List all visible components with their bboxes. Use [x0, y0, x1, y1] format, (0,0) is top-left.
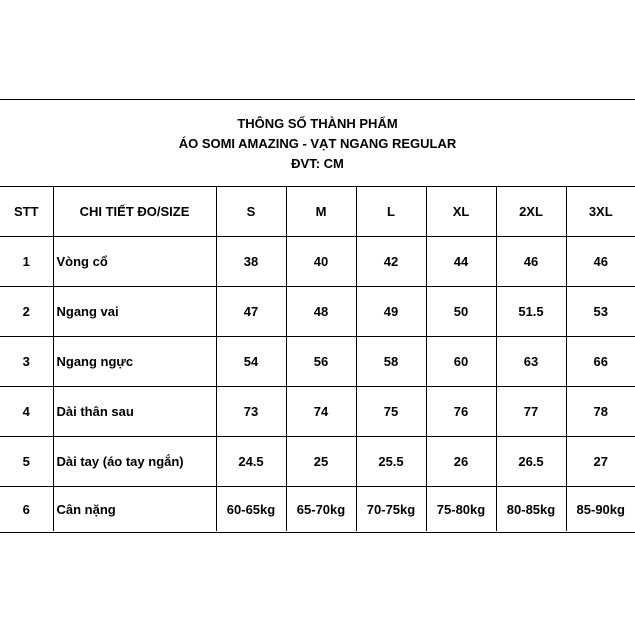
row-detail: Dài tay (áo tay ngắn)	[53, 437, 216, 487]
row-detail: Cân nặng	[53, 487, 216, 532]
header-size-s: S	[216, 186, 286, 237]
cell-value: 49	[356, 287, 426, 337]
cell-value: 70-75kg	[356, 487, 426, 532]
header-size-m: M	[286, 186, 356, 237]
cell-value: 24.5	[216, 437, 286, 487]
cell-value: 85-90kg	[566, 487, 635, 532]
cell-value: 73	[216, 387, 286, 437]
header-stt: STT	[13, 203, 39, 219]
cell-value: 78	[566, 387, 635, 437]
product-name: ÁO SOMI AMAZING - VẠT NGANG REGULAR	[178, 136, 457, 151]
row-number: 3	[0, 337, 53, 387]
cell-value: 54	[216, 337, 286, 387]
table-row	[0, 237, 635, 287]
cell-value: 53	[566, 287, 635, 337]
cell-value: 75	[356, 387, 426, 437]
cell-value: 44	[426, 237, 496, 287]
chart-title: THÔNG SỐ THÀNH PHẨM	[237, 116, 398, 131]
cell-value: 40	[286, 237, 356, 287]
row-number: 4	[0, 387, 53, 437]
row-number: 1	[0, 237, 53, 287]
cell-value: 65-70kg	[286, 487, 356, 532]
header-size-xl: XL	[426, 186, 496, 237]
cell-value: 50	[426, 287, 496, 337]
cell-value: 77	[496, 387, 566, 437]
header-size-3xl: 3XL	[566, 186, 635, 237]
row-detail: Ngang ngực	[53, 337, 216, 387]
row-number: 2	[0, 287, 53, 337]
table-row	[0, 337, 635, 387]
header-row	[0, 186, 635, 237]
cell-value: 42	[356, 237, 426, 287]
row-number: 5	[0, 437, 53, 487]
cell-value: 25.5	[356, 437, 426, 487]
cell-value: 26	[426, 437, 496, 487]
row-detail: Dài thân sau	[53, 387, 216, 437]
cell-value: 60-65kg	[216, 487, 286, 532]
cell-value: 58	[356, 337, 426, 387]
cell-value: 66	[566, 337, 635, 387]
header-size-l: L	[356, 186, 426, 237]
header-detail: CHI TIẾT ĐO/SIZE	[53, 186, 216, 237]
size-chart-sheet	[0, 99, 635, 533]
cell-value: 47	[216, 287, 286, 337]
title-block	[0, 100, 635, 187]
cell-value: 76	[426, 387, 496, 437]
cell-value: 48	[286, 287, 356, 337]
row-detail: Vòng cổ	[53, 237, 216, 287]
table-row	[0, 387, 635, 437]
cell-value: 51.5	[496, 287, 566, 337]
cell-value: 60	[426, 337, 496, 387]
cell-value: 75-80kg	[426, 487, 496, 532]
table-row	[0, 287, 635, 337]
cell-value: 46	[566, 237, 635, 287]
cell-value: 63	[496, 337, 566, 387]
cell-value: 27	[566, 437, 635, 487]
cell-value: 80-85kg	[496, 487, 566, 532]
size-spec-table	[0, 186, 635, 531]
cell-value: 56	[286, 337, 356, 387]
cell-value: 25	[286, 437, 356, 487]
table-row	[0, 437, 635, 487]
cell-value: 38	[216, 237, 286, 287]
unit-label: ĐVT: CM	[291, 156, 344, 171]
row-number: 6	[0, 487, 53, 532]
row-detail: Ngang vai	[53, 287, 216, 337]
cell-value: 26.5	[496, 437, 566, 487]
table-row	[0, 487, 635, 532]
cell-value: 46	[496, 237, 566, 287]
header-size-2xl: 2XL	[496, 186, 566, 237]
cell-value: 74	[286, 387, 356, 437]
